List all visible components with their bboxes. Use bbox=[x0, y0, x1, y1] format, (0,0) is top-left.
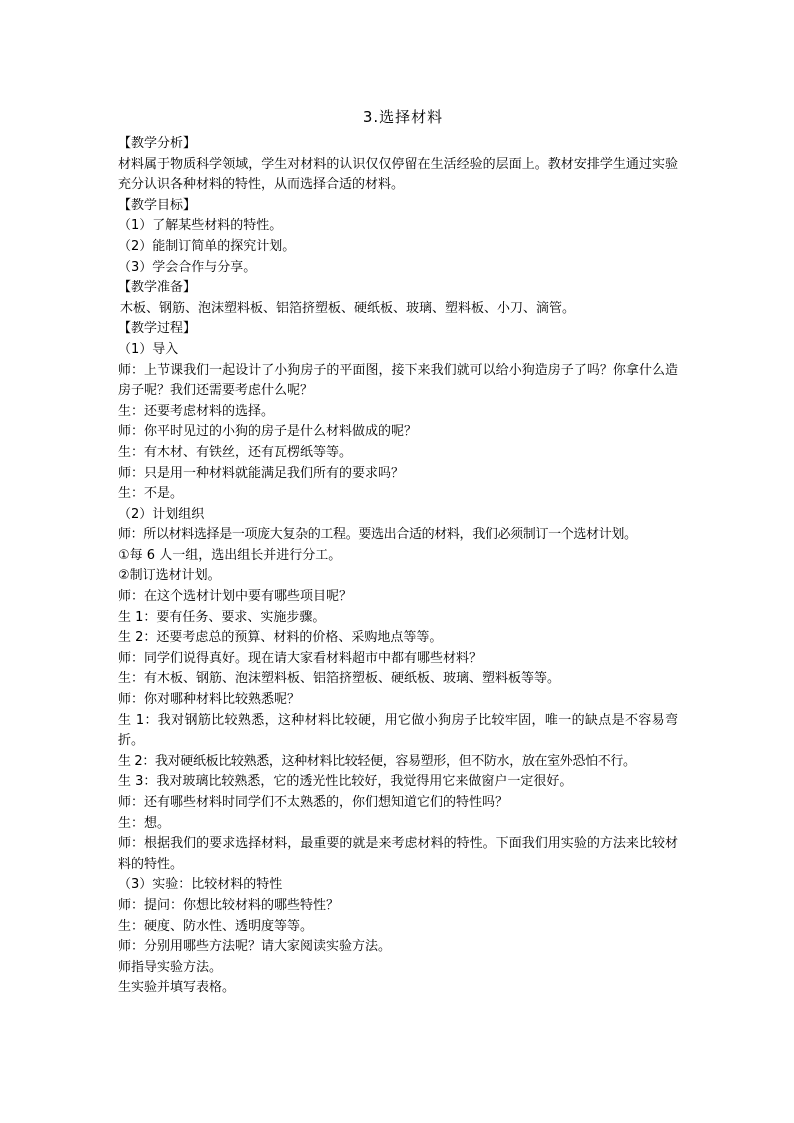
page-title: 3.选择材料 bbox=[362, 108, 444, 126]
objective-item: （3）学会合作与分享。 bbox=[118, 259, 257, 275]
dialogue-line: 师指导实验方法。 bbox=[118, 959, 223, 975]
plan-step: ②制订选材计划。 bbox=[118, 568, 221, 584]
section-heading-objectives: 【教学目标】 bbox=[118, 197, 197, 213]
dialogue-line: 生：有木材、有铁丝，还有瓦楞纸等等。 bbox=[118, 444, 353, 460]
dialogue-line: 生：不是。 bbox=[118, 486, 184, 502]
analysis-paragraph: 材料属于物质科学领域，学生对材料的认识仅仅停留在生活经验的层面上。教材安排学生通过实验充分认识各种材料的特性，从而选择合适的材料。 bbox=[118, 156, 678, 193]
dialogue-line: 生 2：我对硬纸板比较熟悉，这种材料比较轻便，容易塑形，但不防水，放在室外恐怕不行。 bbox=[118, 753, 636, 769]
dialogue-line: 师：上节课我们一起设计了小狗房子的平面图，接下来我们就可以给小狗造房子了吗？你拿什么造房子呢？我们还需要考虑什么呢？ bbox=[118, 362, 678, 399]
dialogue-line: 生 2：还要考虑总的预算、材料的价格、采购地点等等。 bbox=[118, 630, 443, 646]
dialogue-line: 师：在这个选材计划中要有哪些项目呢？ bbox=[118, 589, 353, 605]
dialogue-line: 生 1：我对钢筋比较熟悉，这种材料比较硬，用它做小狗房子比较牢固，唯一的缺点是不容易弯折。 bbox=[118, 712, 678, 749]
plan-step: ①每 6 人一组，选出组长并进行分工。 bbox=[118, 547, 342, 563]
dialogue-line: 生：有木板、钢筋、泡沫塑料板、铝箔挤塑板、硬纸板、玻璃、塑料板等等。 bbox=[118, 671, 561, 687]
dialogue-line: 师：根据我们的要求选择材料，最重要的就是来考虑材料的特性。下面我们用实验的方法来比较材料的特性。 bbox=[118, 836, 678, 872]
section-heading-process: 【教学过程】 bbox=[118, 321, 197, 337]
dialogue-line: 师：还有哪些材料时同学们不太熟悉的，你们想知道它们的特性吗？ bbox=[118, 795, 509, 810]
dialogue-line: 生：硬度、防水性、透明度等等。 bbox=[118, 918, 314, 934]
objective-item: （2）能制订简单的探究计划。 bbox=[118, 238, 296, 254]
dialogue-line: 师：你平时见过的小狗的房子是什么材料做成的呢？ bbox=[118, 424, 418, 440]
dialogue-line: 师：所以材料选择是一项庞大复杂的工程。要选出合适的材料，我们必须制订一个选材计划。 bbox=[118, 527, 637, 543]
dialogue-line: 师：你对哪种材料比较熟悉呢？ bbox=[118, 692, 301, 708]
dialogue-line: 生 1：要有任务、要求、实施步骤。 bbox=[118, 609, 326, 625]
dialogue-line: 生实验并填写表格。 bbox=[118, 980, 236, 996]
objective-item: （1）了解某些材料的特性。 bbox=[118, 218, 283, 234]
document-page bbox=[118, 106, 678, 999]
dialogue-line: 生：还要考虑材料的选择。 bbox=[118, 403, 275, 419]
subsection-intro: （1）导入 bbox=[118, 341, 179, 357]
dialogue-line: 师：同学们说得真好。现在请大家看材料超市中都有哪些材料？ bbox=[118, 650, 483, 666]
dialogue-line: 生 3：我对玻璃比较熟悉，它的透光性比较好，我觉得用它来做窗户一定很好。 bbox=[118, 774, 573, 790]
preparation-materials: 木板、钢筋、泡沫塑料板、铝箔挤塑板、硬纸板、玻璃、塑料板、小刀、滴管。 bbox=[120, 300, 576, 316]
dialogue-line: 师：只是用一种材料就能满足我们所有的要求吗？ bbox=[118, 465, 405, 481]
dialogue-line: 生：想。 bbox=[118, 815, 171, 831]
section-heading-analysis: 【教学分析】 bbox=[118, 136, 197, 151]
subsection-plan: （2）计划组织 bbox=[118, 506, 205, 522]
subsection-experiment: （3）实验：比较材料的特性 bbox=[118, 877, 283, 893]
dialogue-line: 师：提问：你想比较材料的哪些特性？ bbox=[118, 897, 340, 913]
section-heading-preparation: 【教学准备】 bbox=[118, 280, 197, 296]
dialogue-line: 师：分别用哪些方法呢？请大家阅读实验方法。 bbox=[118, 939, 392, 955]
